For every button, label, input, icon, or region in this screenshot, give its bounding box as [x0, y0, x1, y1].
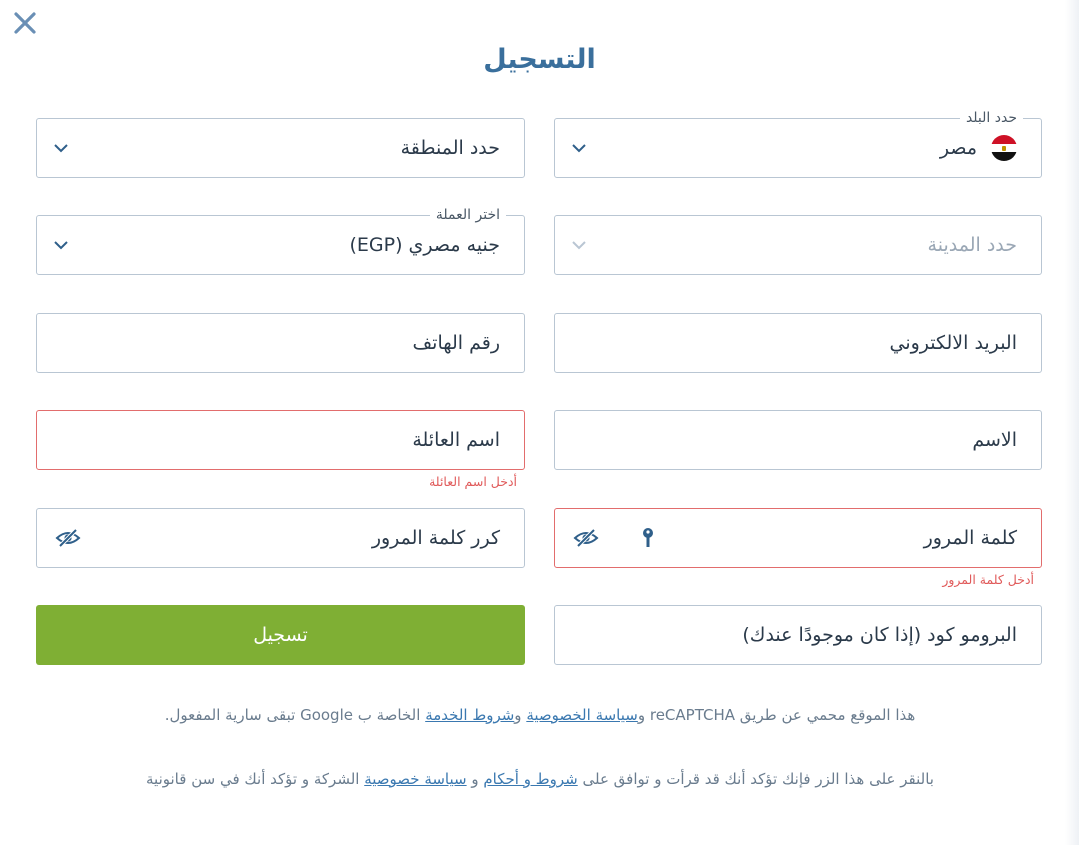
confirm-password-placeholder: كرر كلمة المرور	[371, 527, 500, 549]
egypt-flag-icon	[991, 135, 1017, 161]
country-select[interactable]	[554, 110, 1042, 178]
close-icon[interactable]	[10, 8, 40, 38]
register-button-label: تسجيل	[253, 624, 308, 646]
currency-select[interactable]	[36, 207, 525, 275]
chevron-down-icon	[51, 138, 71, 158]
eye-slash-icon[interactable]	[55, 527, 81, 549]
consent-notice-text: الشركة و تؤكد أنك في سن قانونية	[146, 770, 365, 788]
city-select[interactable]	[554, 215, 1042, 275]
privacy-link[interactable]: سياسة خصوصية	[364, 770, 467, 788]
phone-placeholder: رقم الهاتف	[412, 332, 500, 354]
region-value: حدد المنطقة	[400, 137, 500, 159]
key-icon	[641, 527, 655, 549]
page-title: التسجيل	[483, 44, 596, 75]
phone-field[interactable]	[36, 313, 525, 373]
recaptcha-notice	[40, 706, 1040, 724]
confirm-password-field[interactable]	[36, 508, 525, 568]
email-field[interactable]	[554, 313, 1042, 373]
last-name-error: أدخل اسم العائلة	[429, 474, 517, 489]
currency-label: اختر العملة	[430, 207, 506, 223]
terms-and-conditions-link[interactable]: شروط و أحكام	[483, 770, 578, 788]
first-name-placeholder: الاسم	[972, 429, 1017, 451]
chevron-down-icon	[51, 235, 71, 255]
currency-value: جنيه مصري (EGP)	[349, 234, 500, 256]
last-name-placeholder: اسم العائلة	[412, 429, 500, 451]
promo-code-placeholder: البرومو كود (إذا كان موجودًا عندك)	[742, 624, 1017, 646]
country-value: مصر	[939, 137, 977, 159]
city-placeholder: حدد المدينة	[927, 234, 1017, 256]
consent-notice	[40, 770, 1040, 788]
consent-notice-text: بالنقر على هذا الزر فإنك تؤكد أنك قد قرأت و توافق على	[577, 770, 934, 788]
region-select[interactable]	[36, 118, 525, 178]
chevron-down-icon	[569, 138, 589, 158]
password-placeholder: كلمة المرور	[923, 527, 1017, 549]
eye-slash-icon[interactable]	[573, 527, 599, 549]
country-label: حدد البلد	[960, 110, 1023, 126]
email-placeholder: البريد الالكتروني	[889, 332, 1017, 354]
page-edge-shade	[1065, 0, 1079, 845]
first-name-field[interactable]	[554, 410, 1042, 470]
chevron-down-icon	[569, 235, 589, 255]
terms-of-service-link[interactable]: شروط الخدمة	[425, 706, 515, 724]
password-field[interactable]	[554, 508, 1042, 568]
recaptcha-notice-text: و	[514, 706, 527, 724]
privacy-policy-link[interactable]: سياسة الخصوصية	[526, 706, 638, 724]
recaptcha-notice-text: الخاصة ب Google تبقى سارية المفعول.	[164, 706, 426, 724]
promo-code-field[interactable]	[554, 605, 1042, 665]
last-name-field[interactable]	[36, 410, 525, 470]
consent-notice-text: و	[466, 770, 484, 788]
register-button[interactable]	[36, 605, 525, 665]
recaptcha-notice-text: هذا الموقع محمي عن طريق reCAPTCHA و	[637, 706, 916, 724]
password-error: أدخل كلمة المرور	[942, 572, 1034, 587]
